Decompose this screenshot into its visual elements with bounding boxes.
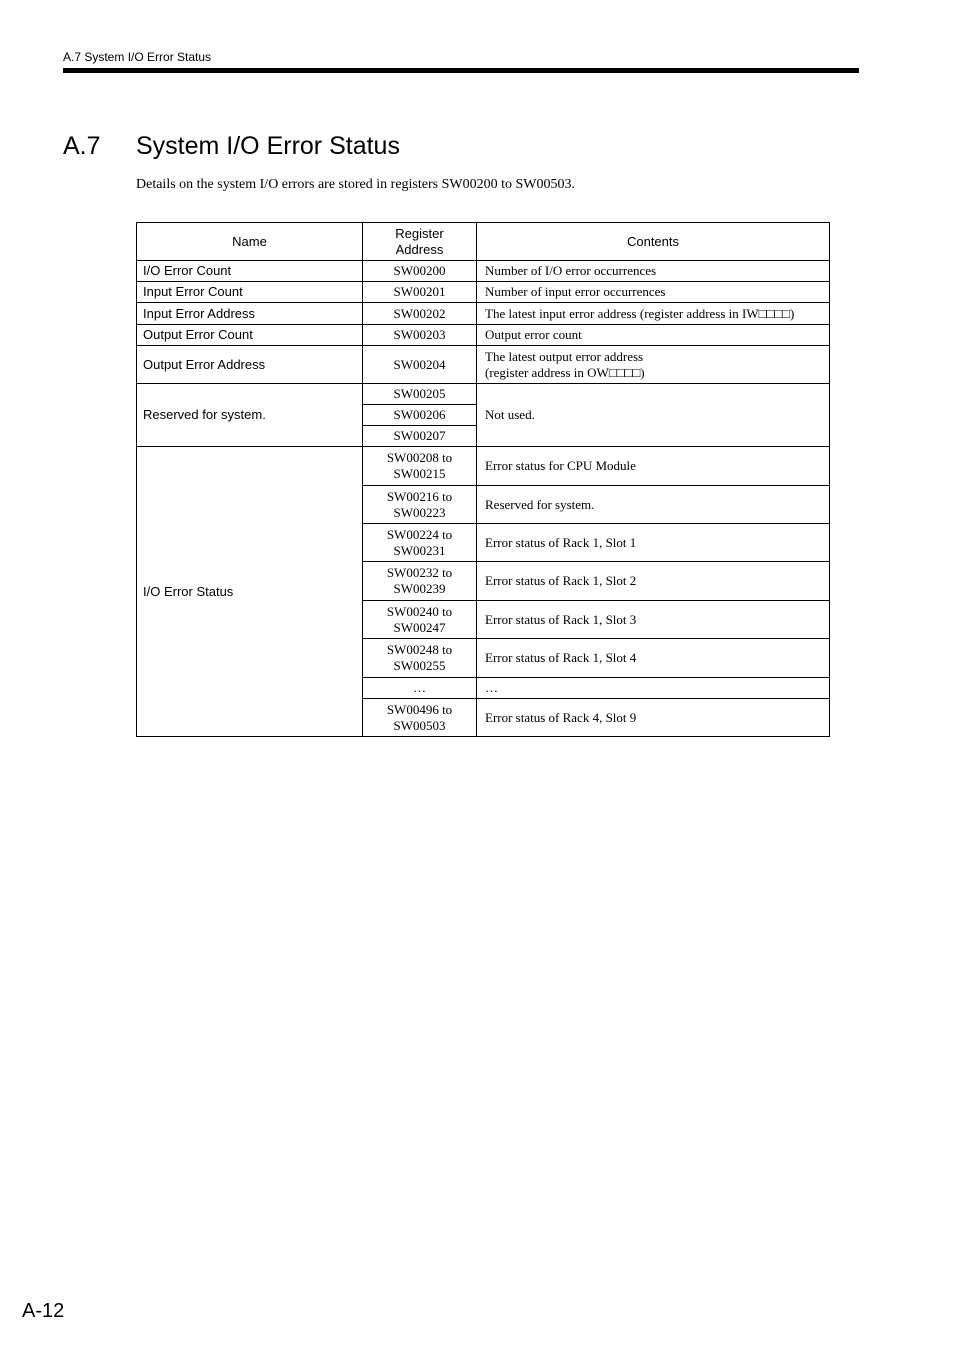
table-row xyxy=(137,346,830,384)
column-header-address-text: Register Address xyxy=(395,225,444,257)
row-address xyxy=(363,699,477,737)
row-contents: Number of I/O error occurrences xyxy=(477,261,830,282)
row-address: … xyxy=(363,678,477,699)
table-row xyxy=(137,447,830,486)
row-name: Output Error Address xyxy=(137,346,363,384)
row-contents: Error status for CPU Module xyxy=(477,447,830,486)
row-name: I/O Error Count xyxy=(137,261,363,282)
row-address: SW00207 xyxy=(363,426,477,447)
row-contents: Number of input error occurrences xyxy=(477,282,830,303)
row-name: I/O Error Status xyxy=(137,447,363,737)
row-contents: Error status of Rack 4, Slot 9 xyxy=(477,699,830,737)
row-address xyxy=(363,562,477,601)
row-address: SW00203 xyxy=(363,325,477,346)
row-contents: Output error count xyxy=(477,325,830,346)
row-address: SW00206 xyxy=(363,405,477,426)
running-header: A.7 System I/O Error Status xyxy=(63,50,212,64)
row-address: SW00200 xyxy=(363,261,477,282)
row-contents-text: The latest output error address (register address in OW□□□□) xyxy=(485,348,645,380)
table-header-row xyxy=(137,223,830,261)
row-contents: … xyxy=(477,678,830,699)
row-address: SW00201 xyxy=(363,282,477,303)
row-address xyxy=(363,447,477,486)
table-row xyxy=(137,261,830,282)
row-contents: Error status of Rack 1, Slot 2 xyxy=(477,562,830,601)
section-title-text: System I/O Error Status xyxy=(136,132,400,160)
row-address xyxy=(363,601,477,639)
row-contents: Error status of Rack 1, Slot 3 xyxy=(477,601,830,639)
register-table xyxy=(136,222,830,737)
table-row xyxy=(137,325,830,346)
table-row xyxy=(137,384,830,405)
column-header-contents: Contents xyxy=(477,223,830,261)
row-name: Reserved for system. xyxy=(137,384,363,447)
row-address xyxy=(363,639,477,678)
row-address-text: SW00248 to SW00255 xyxy=(386,642,453,673)
section-title xyxy=(63,132,400,161)
row-address xyxy=(363,524,477,562)
row-address-text: SW00240 to SW00247 xyxy=(386,603,453,635)
row-address-text: SW00232 to SW00239 xyxy=(386,565,453,596)
section-number: A.7 xyxy=(63,132,101,160)
row-address-text: SW00216 to SW00223 xyxy=(386,488,453,520)
row-address-text: SW00208 to SW00215 xyxy=(386,450,453,481)
row-address: SW00202 xyxy=(363,303,477,325)
row-address: SW00205 xyxy=(363,384,477,405)
row-contents: The latest input error address (register address in IW□□□□) xyxy=(477,303,830,325)
table-row xyxy=(137,282,830,303)
column-header-name: Name xyxy=(137,223,363,261)
header-rule xyxy=(63,68,859,73)
table-row xyxy=(137,303,830,325)
row-address: SW00204 xyxy=(363,346,477,384)
row-name: Input Error Address xyxy=(137,303,363,325)
row-address-text: SW00496 to SW00503 xyxy=(386,701,453,733)
row-contents: Reserved for system. xyxy=(477,486,830,524)
row-contents: Error status of Rack 1, Slot 1 xyxy=(477,524,830,562)
row-contents xyxy=(477,346,830,384)
row-contents: Not used. xyxy=(477,384,830,447)
page-number: A-12 xyxy=(22,1300,65,1322)
row-address-text: SW00224 to SW00231 xyxy=(386,526,453,558)
intro-paragraph: Details on the system I/O errors are stored in registers SW00200 to SW00503. xyxy=(136,177,575,192)
row-contents: Error status of Rack 1, Slot 4 xyxy=(477,639,830,678)
column-header-address xyxy=(363,223,477,261)
row-address xyxy=(363,486,477,524)
row-name: Output Error Count xyxy=(137,325,363,346)
row-name: Input Error Count xyxy=(137,282,363,303)
